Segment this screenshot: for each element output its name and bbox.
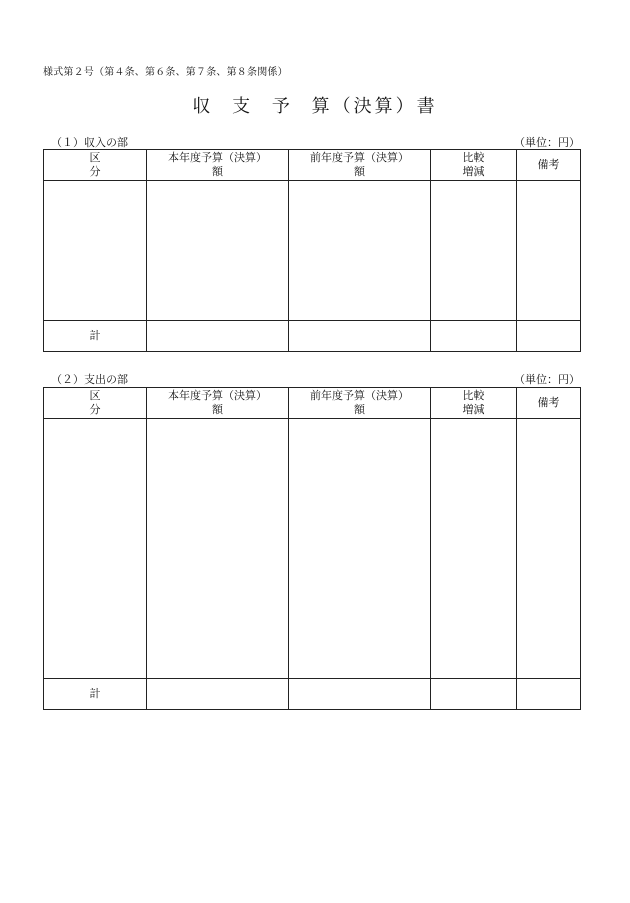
expenditure-cell-notes[interactable] xyxy=(517,419,581,679)
expenditure-header-difference-line2: 増減 xyxy=(462,403,485,416)
expenditure-header-previous-year-line1: 前年度予算（決算） xyxy=(310,388,409,402)
income-cell-current-year[interactable] xyxy=(147,181,289,321)
expenditure-total-row xyxy=(44,679,581,710)
expenditure-header-difference-line1: 比較 xyxy=(462,388,485,402)
expenditure-header-category: 区分 xyxy=(44,388,147,419)
income-entry-row xyxy=(44,181,581,321)
form-number: 様式第２号（第４条、第６条、第７条、第８条関係） xyxy=(43,67,288,78)
income-header-previous-year-line1: 前年度予算（決算） xyxy=(310,150,409,164)
income-header-difference-line1: 比較 xyxy=(462,150,485,164)
expenditure-total-label: 計 xyxy=(44,679,147,710)
expenditure-header-notes: 備考 xyxy=(517,388,581,419)
income-header-previous-year-line2: 額 xyxy=(354,165,365,178)
income-header-previous-year xyxy=(289,150,431,181)
expenditure-cell-difference[interactable] xyxy=(431,419,517,679)
expenditure-cell-category[interactable] xyxy=(44,419,147,679)
expenditure-total-previous-year[interactable] xyxy=(289,679,431,710)
expenditure-section-header xyxy=(43,371,580,387)
income-header-current-year xyxy=(147,150,289,181)
expenditure-section-title: （２）支出の部 xyxy=(51,373,128,386)
expenditure-header-row xyxy=(44,388,581,419)
expenditure-cell-previous-year[interactable] xyxy=(289,419,431,679)
expenditure-unit-label: （単位：円） xyxy=(514,373,580,386)
expenditure-entry-row xyxy=(44,419,581,679)
income-total-previous-year[interactable] xyxy=(289,321,431,352)
expenditure-total-current-year[interactable] xyxy=(147,679,289,710)
expenditure-header-current-year xyxy=(147,388,289,419)
expenditure-cell-current-year[interactable] xyxy=(147,419,289,679)
income-total-row xyxy=(44,321,581,352)
income-table xyxy=(43,149,581,352)
expenditure-total-notes[interactable] xyxy=(517,679,581,710)
income-section-header xyxy=(43,134,580,150)
expenditure-header-difference xyxy=(431,388,517,419)
income-header-current-year-line2: 額 xyxy=(212,165,223,178)
document-title: 収 支 予 算（決算）書 xyxy=(192,96,438,117)
income-unit-label: （単位：円） xyxy=(514,136,580,149)
income-total-difference[interactable] xyxy=(431,321,517,352)
expenditure-header-previous-year xyxy=(289,388,431,419)
income-cell-difference[interactable] xyxy=(431,181,517,321)
expenditure-header-current-year-line2: 額 xyxy=(212,403,223,416)
expenditure-table xyxy=(43,387,581,710)
income-section-title: （１）収入の部 xyxy=(51,136,128,149)
income-header-difference-line2: 増減 xyxy=(462,165,485,178)
expenditure-header-previous-year-line2: 額 xyxy=(354,403,365,416)
expenditure-header-current-year-line1: 本年度予算（決算） xyxy=(168,388,267,402)
income-header-current-year-line1: 本年度予算（決算） xyxy=(168,150,267,164)
income-cell-category[interactable] xyxy=(44,181,147,321)
income-header-notes: 備考 xyxy=(517,150,581,181)
income-header-difference xyxy=(431,150,517,181)
expenditure-total-difference[interactable] xyxy=(431,679,517,710)
income-header-row xyxy=(44,150,581,181)
income-total-label: 計 xyxy=(44,321,147,352)
income-cell-notes[interactable] xyxy=(517,181,581,321)
income-total-current-year[interactable] xyxy=(147,321,289,352)
income-total-notes[interactable] xyxy=(517,321,581,352)
income-header-category: 区分 xyxy=(44,150,147,181)
income-cell-previous-year[interactable] xyxy=(289,181,431,321)
